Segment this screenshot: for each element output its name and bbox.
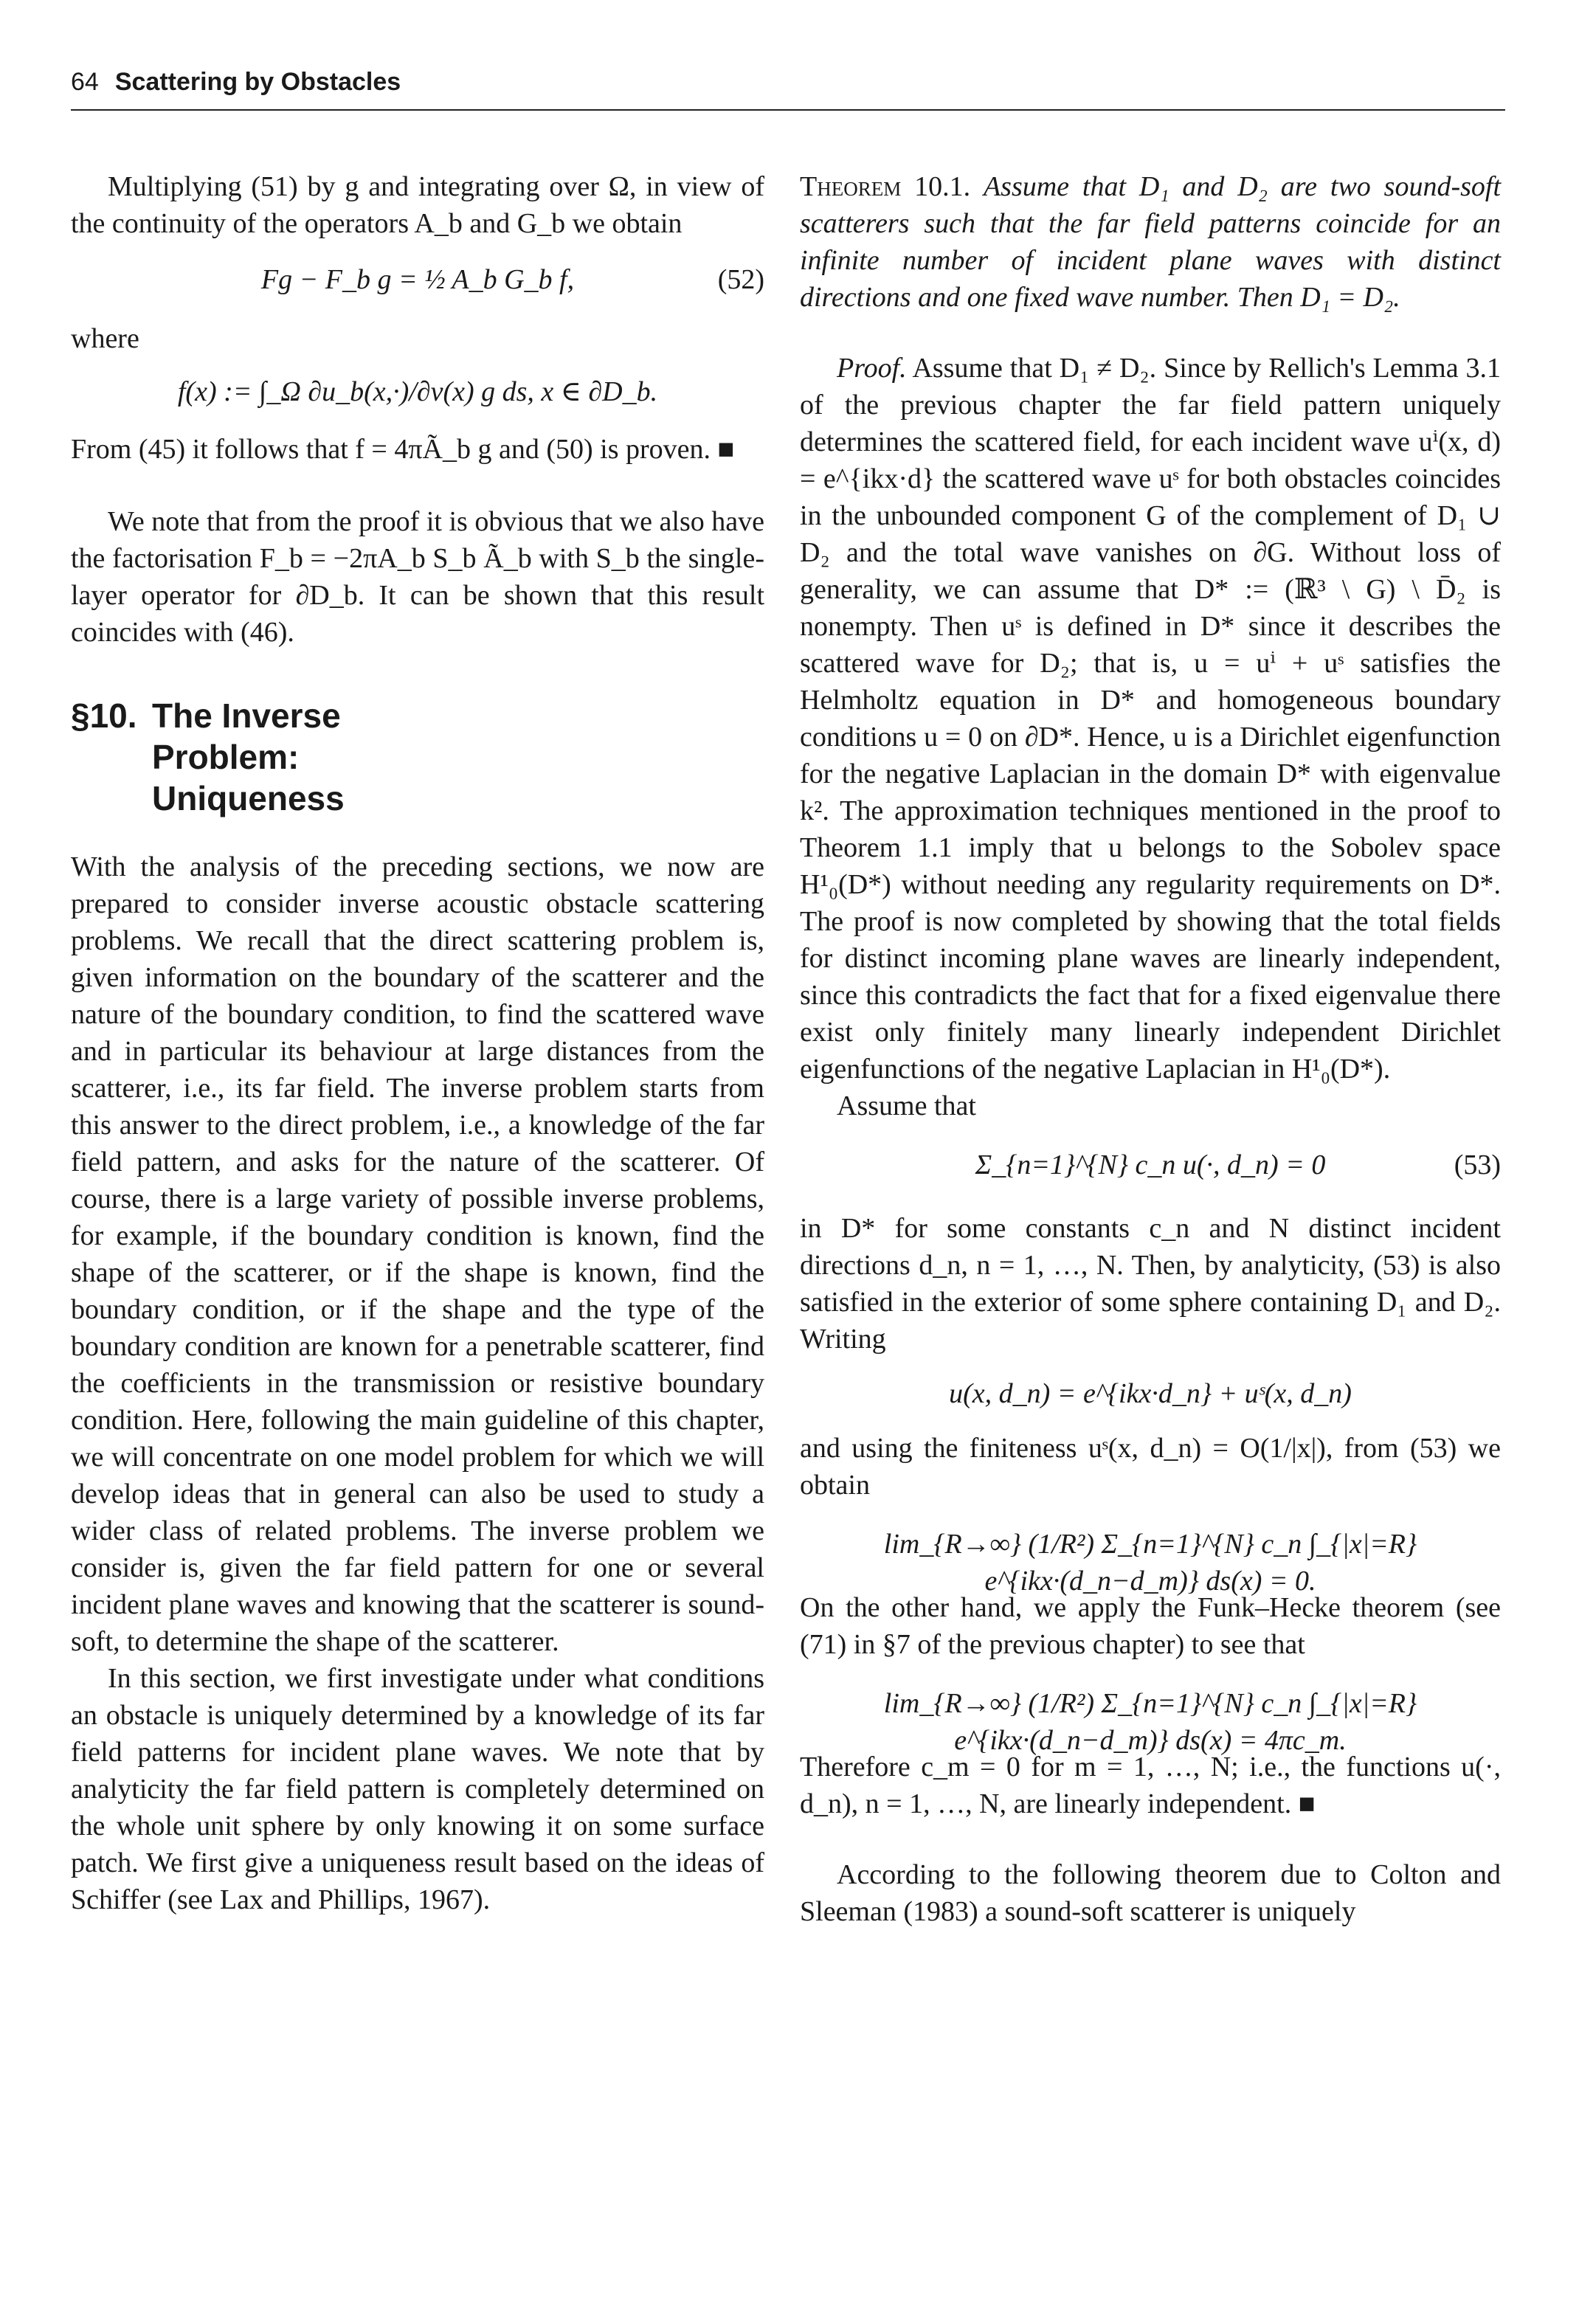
paragraph: and using the finiteness uˢ(x, d_n) = O(1/|x|), from (53) we obtain — [800, 1433, 1501, 1501]
running-header — [71, 68, 401, 97]
theorem-label: Theorem 10.1. — [800, 171, 971, 202]
paragraph: Multiplying (51) by g and integrating over Ω, in view of the continuity of the operators A_b and G_b we obtain — [71, 171, 764, 239]
paragraph: With the analysis of the preceding sections, we now are prepared to consider inverse acoustic obstacle scattering problems. We recall that the direct scattering problem is, given information on the boundary of the scatterer and the nature of the boundary condition, to find the scattered wave and in particular its behaviour at large distances from the scatterer, i.e., its far field. The inverse problem starts from this answer to the direct problem, i.e., a knowledge of the far field pattern, and asks for the nature of the scatterer. Of course, there is a large variety of possible inverse problems, for example, if the boundary condition is known, find the shape of the scatterer, or if the shape is known, find the boundary condition, or if the shape and the type of the boundary condition are known for a penetrable scatterer, find the coefficients in the transmission or resistive boundary condition. Here, following the main guideline of this chapter, we will concentrate on one model problem for which we will develop ideas that in general can also be used to study a wider class of related problems. The inverse problem we consider is, given the far field pattern for one or several incident plane waves and knowing that the scatterer is sound-soft, to determine the shape of the scatterer. — [71, 851, 764, 1657]
theorem — [800, 168, 1501, 316]
equation-number: (52) — [717, 264, 764, 295]
paragraph: From (45) it follows that f = 4πÃ_b g and (50) is proven. ■ — [71, 434, 735, 465]
paragraph: According to the following theorem due to Colton and Sleeman (1983) a sound-soft scatterer is uniquely — [800, 1859, 1501, 1927]
equation-f — [71, 373, 764, 410]
paragraph: We note that from the proof it is obvious that we also have the factorisation F_b = −2πA_b S_b Ã_b with S_b the single-layer operator for ∂D_b. It can be shown that this result coincides with (46). — [71, 506, 764, 648]
equation-body: f(x) := ∫_Ω ∂u_b(x,·)/∂ν(x) g ds, x ∈ ∂D_b. — [177, 376, 658, 407]
equation-body: Σ_{n=1}^{N} c_n u(·, d_n) = 0 — [975, 1149, 1326, 1180]
left-column — [71, 168, 764, 1918]
paragraph: where — [71, 323, 139, 354]
running-title: Scattering by Obstacles — [114, 68, 401, 96]
equation-u — [800, 1375, 1501, 1412]
equation-number: (53) — [1454, 1149, 1501, 1180]
page-number: 64 — [71, 68, 99, 96]
proof-text: Assume that D₁ ≠ D₂. Since by Rellich's Lemma 3.1 of the previous chapter the far field pattern uniquely determines the scattered field, for each incident wave uⁱ(x, d) = e^{ikx·d} the scattered wave uˢ for both obstacles coincides in the unbounded component G of the complement of D₁ ∪ D₂ and the total wave vanishes on ∂G. Without loss of generality, we can assume that D* := (ℝ³ \ G) \ D̄₂ is nonempty. Then uˢ is defined in D* since it describes the scattered wave for D₂; that is, u = uⁱ + uˢ satisfies the Helmholtz equation in D* and homogeneous boundary conditions u = 0 on ∂D*. Hence, u is a Dirichlet eigenfunction for the negative Laplacian in the domain D* with eigenvalue k². The approximation techniques mentioned in the proof to Theorem 1.1 imply that u belongs to the Sobolev space H¹₀(D*) without needing any regularity requirements on D*. The proof is now completed by showing that the total fields for distinct incoming plane waves are linearly independent, since this contradicts the fact that for a fixed eigenvalue there exist only finitely many linearly independent Dirichlet eigenfunctions of the negative Laplacian in H¹₀(D*). — [800, 353, 1501, 1085]
section-title: The Inverse Problem: Uniqueness — [152, 696, 345, 817]
section-heading — [71, 695, 764, 819]
equation-53 — [800, 1147, 1501, 1183]
equation-body: u(x, d_n) = e^{ikx·d_n} + uˢ(x, d_n) — [949, 1378, 1352, 1409]
paragraph: in D* for some constants c_n and N distinct incident directions d_n, n = 1, …, N. Then, by analyticity, (53) is also satisfied in the exterior of some sphere containing D₁ and D₂. Writing — [800, 1213, 1501, 1355]
paragraph: On the other hand, we apply the Funk–Hecke theorem (see (71) in §7 of the previous chapter) to see that — [800, 1592, 1501, 1660]
equation-body: Fg − F_b g = ½ A_b G_b f, — [260, 264, 575, 295]
equation-limit-2 — [800, 1685, 1501, 1756]
header-rule — [71, 109, 1505, 111]
right-column — [800, 168, 1501, 1930]
equation-limit-1 — [800, 1526, 1501, 1597]
equation-body: lim_{R→∞} (1/R²) Σ_{n=1}^{N} c_n ∫_{|x|=R} e^{ikx·(d_n−d_m)} ds(x) = 4πc_m. — [883, 1688, 1417, 1756]
paragraph: Therefore c_m = 0 for m = 1, …, N; i.e., the functions u(·, d_n), n = 1, …, N, are linearly independent. ■ — [800, 1751, 1501, 1819]
theorem-text: Assume that D₁ and D₂ are two sound-soft scatterers such that the far field patterns coincide for an infinite number of incident plane waves with distinct directions and one fixed wave number. Then D₁ = D₂. — [800, 171, 1502, 313]
proof-label: Proof. — [837, 353, 907, 384]
paragraph: Assume that — [837, 1090, 976, 1121]
paragraph: In this section, we first investigate under what conditions an obstacle is uniquely determined by a knowledge of its far field patterns for incident plane waves. We note that by analyticity the far field pattern is completely determined on the whole unit sphere by only knowing it on some surface patch. We first give a uniqueness result based on the ideas of Schiffer (see Lax and Phillips, 1967). — [71, 1663, 764, 1915]
section-number: §10. — [71, 696, 137, 735]
equation-body: lim_{R→∞} (1/R²) Σ_{n=1}^{N} c_n ∫_{|x|=R} e^{ikx·(d_n−d_m)} ds(x) = 0. — [883, 1529, 1417, 1597]
equation-52 — [71, 261, 764, 298]
proof — [800, 350, 1501, 1087]
